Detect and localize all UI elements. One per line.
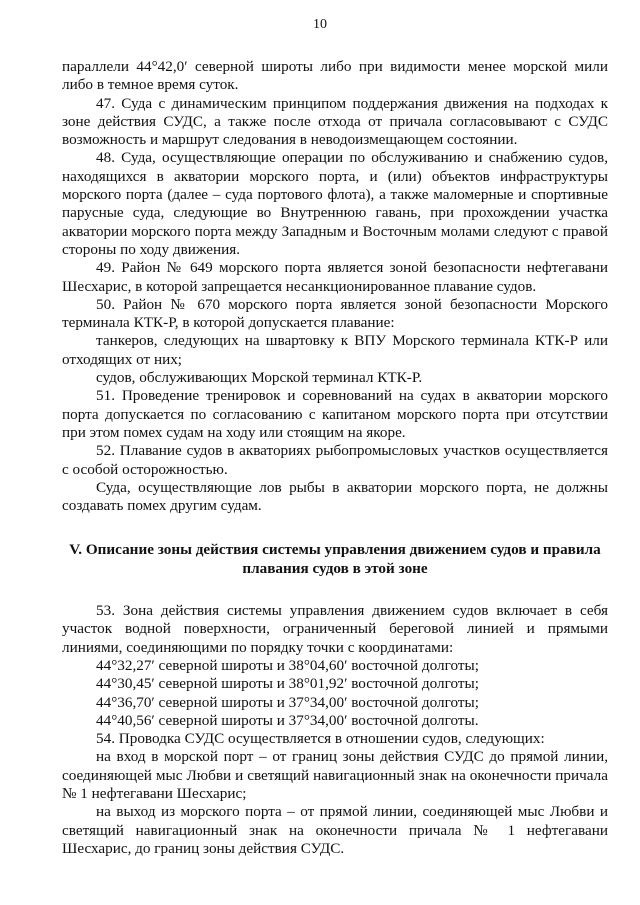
section-heading-line-1: V. Описание зоны действия системы управления движением судов и правила bbox=[69, 541, 601, 559]
section-heading-line-2: плавания судов в этой зоне bbox=[242, 559, 428, 577]
paragraph-continuation: параллели 44°42,0′ северной широты либо при видимости менее морской мили либо в темное время суток. bbox=[62, 58, 608, 94]
coordinate-item: 44°36,70′ северной широты и 37°34,00′ восточной долготы; bbox=[96, 693, 479, 711]
paragraph-52-fishing: Суда, осуществляющие лов рыбы в акватории морского порта, не должны создавать помех другим судам. bbox=[62, 478, 608, 515]
coordinate-list bbox=[62, 657, 608, 730]
paragraph-50-item-tankers: танкеров, следующих на швартовку к ВПУ Морского терминала КТК-Р или отходящих от них; bbox=[62, 332, 608, 368]
paragraph-50: 50. Район № 670 морского порта является зоной безопасности Морского терминала КТК-Р, в которой допускается плавание: bbox=[62, 295, 608, 332]
paragraph-53: 53. Зона действия системы управления движением судов включает в себя участок водной поверхности, ограниченный береговой линией и прямыми линиями, соединяющими по порядку точки с координатами: bbox=[62, 602, 608, 656]
section-heading bbox=[62, 541, 608, 578]
paragraph-54-entry: на вход в морской порт – от границ зоны действия СУДС до прямой линии, соединяющей мыс Любви и светящий навигационный знак на оконечности причала № 1 нефтегавани Шесхарис; bbox=[62, 748, 608, 802]
paragraph-49: 49. Район № 649 морского порта является зоной безопасности нефтегавани Шесхарис, в которой запрещается несанкционированное плавание судов. bbox=[62, 259, 608, 295]
page-number: 10 bbox=[313, 17, 327, 32]
paragraph-51: 51. Проведение тренировок и соревнований на судах в акватории морского порта допускается по согласованию с капитаном морского порта при отсутствии при этом помех судам на ходу или стоящим на якоре. bbox=[62, 387, 608, 441]
coordinate-item: 44°32,27′ северной широты и 38°04,60′ восточной долготы; bbox=[96, 656, 479, 674]
paragraph-47: 47. Суда с динамическим принципом поддержания движения на подходах к зоне действия СУДС, а также после отхода от причала согласовывают с СУДС возможность и маршрут следования в неводоизмещающем состоянии. bbox=[62, 94, 608, 149]
paragraph-50-item-service-vessels: судов, обслуживающих Морской терминал КТК-Р. bbox=[96, 369, 423, 387]
paragraph-52: 52. Плавание судов в акваториях рыбопромысловых участков осуществляется с особой осторожностью. bbox=[62, 442, 608, 478]
paragraph-54: 54. Проводка СУДС осуществляется в отношении судов, следующих: bbox=[96, 730, 545, 748]
coordinate-item: 44°40,56′ северной широты и 37°34,00′ восточной долготы. bbox=[96, 711, 479, 729]
coordinate-item: 44°30,45′ северной широты и 38°01,92′ восточной долготы; bbox=[96, 675, 479, 693]
paragraph-54-exit: на выход из морского порта – от прямой линии, соединяющей мыс Любви и светящий навигационный знак на оконечности причала № 1 нефтегавани Шесхарис, до границ зоны действия СУДС. bbox=[62, 803, 608, 857]
paragraph-48: 48. Суда, осуществляющие операции по обслуживанию и снабжению судов, находящихся в акватории морского порта, и (или) объектов инфраструктуры морского порта (далее – суда портового флота), а также маломерные и спортивные парусные суда, следующие во Внутреннюю гавань, при прохождении участка акватории морского порта между Западным и Восточным молами следуют с правой стороны по ходу движения. bbox=[62, 149, 608, 258]
document-body bbox=[62, 58, 608, 858]
